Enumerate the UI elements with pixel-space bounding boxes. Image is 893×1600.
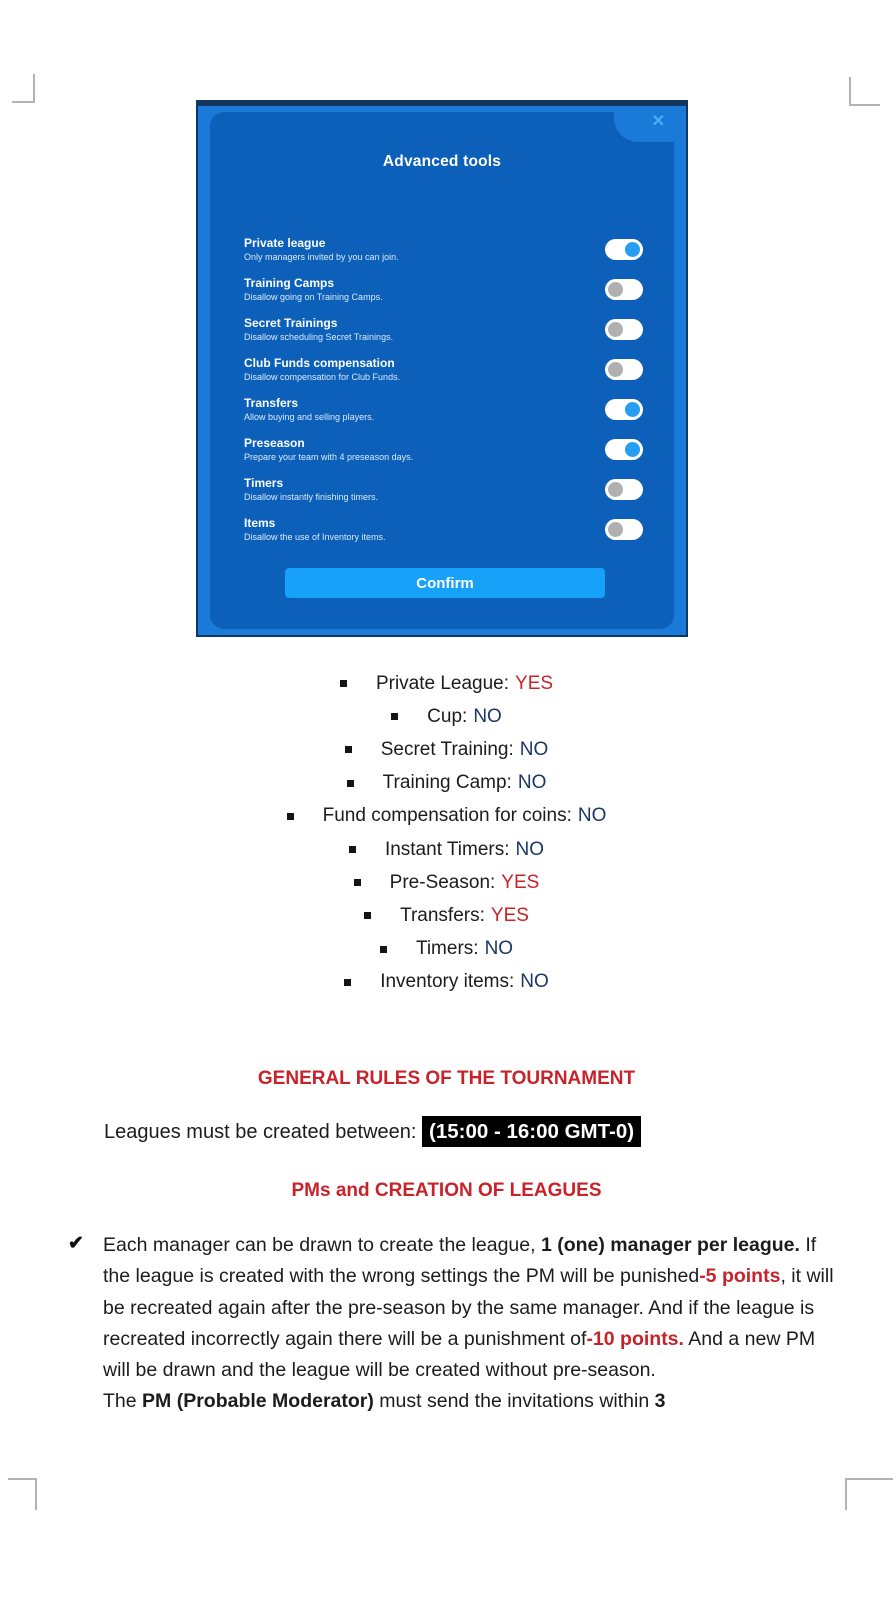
toggle-switch[interactable]: [605, 239, 643, 260]
item-value: NO: [520, 971, 549, 993]
confirm-button[interactable]: Confirm: [285, 568, 605, 598]
setting-description: Disallow compensation for Club Funds.: [244, 372, 401, 383]
setting-row: [244, 230, 643, 270]
setting-row: [244, 469, 643, 509]
setting-description: Allow buying and selling players.: [244, 412, 375, 422]
list-item: [0, 667, 893, 700]
corner-mark-bottom-left: [8, 1478, 37, 1510]
dialog-panel: [210, 112, 674, 629]
advanced-tools-dialog: [196, 100, 688, 637]
bullet-square-icon: [391, 713, 398, 720]
setting-label: Preseason: [244, 435, 305, 450]
paragraph-segment: -5 points: [699, 1265, 781, 1288]
toggle-knob: [608, 282, 623, 297]
list-item: [0, 700, 893, 733]
setting-description: Prepare your team with 4 preseason days.: [244, 451, 414, 462]
setting-label: Timers: [244, 475, 284, 490]
setting-description: Disallow instantly finishing timers.: [244, 491, 379, 502]
list-item: [0, 899, 893, 932]
toggle-knob: [625, 242, 640, 257]
toggle-knob: [608, 362, 623, 377]
list-item: [0, 833, 893, 866]
setting-label: Secret Trainings: [244, 316, 338, 331]
setting-description: Disallow the use of Inventory items.: [244, 531, 386, 542]
paragraph-segment: , it will be recreated again after the pre-season by the same manager. And if the league is recreated incorrectly again there will be a punishment of: [103, 1265, 834, 1350]
list-item: [0, 800, 893, 833]
toggle-knob: [625, 402, 640, 417]
setting-row: [244, 509, 643, 549]
paragraph-segment: must send the invitations within: [373, 1390, 655, 1413]
settings-rows: [244, 230, 643, 549]
item-label: Timers:: [415, 938, 479, 960]
item-value: YES: [515, 672, 554, 694]
bullet-square-icon: [380, 946, 387, 953]
setting-label: Club Funds compensation: [244, 356, 395, 371]
paragraph-segment: 3: [654, 1390, 666, 1413]
setting-text: [244, 316, 393, 343]
item-value: NO: [515, 838, 545, 860]
setting-row: [244, 390, 643, 430]
setting-row: [244, 310, 643, 350]
item-value: YES: [501, 871, 540, 893]
item-value: NO: [473, 705, 502, 727]
toggle-switch[interactable]: [605, 439, 643, 460]
item-label: Training Camp:: [382, 772, 512, 794]
setting-description: Only managers invited by you can join.: [244, 252, 399, 263]
list-item: [0, 767, 893, 800]
bullet-square-icon: [347, 780, 354, 787]
setting-label: Private league: [244, 236, 326, 251]
bullet-square-icon: [344, 979, 351, 986]
rules-paragraph-block: [68, 1230, 846, 1418]
item-label: Instant Timers:: [384, 838, 510, 860]
bullet-square-icon: [364, 912, 371, 919]
schedule-highlight: (15:00 - 16:00 GMT-0): [422, 1116, 641, 1147]
item-value: NO: [517, 772, 547, 794]
corner-mark-top-left: [12, 74, 35, 103]
setting-row: [244, 270, 643, 310]
toggle-knob: [608, 482, 623, 497]
paragraph-segment: -10 points.: [586, 1327, 684, 1350]
toggle-switch[interactable]: [605, 479, 643, 500]
item-label: Transfers:: [400, 904, 485, 926]
paragraph-segment: 1 (one) manager per league.: [540, 1234, 800, 1256]
list-item: [0, 933, 893, 966]
paragraph-segment: PM (Probable Moderator): [142, 1390, 374, 1413]
setting-description: Disallow going on Training Camps.: [244, 292, 383, 303]
toggle-knob: [625, 442, 640, 457]
heading-pms-creation: PMs and CREATION OF LEAGUES: [291, 1180, 602, 1201]
item-label: Private League:: [375, 672, 510, 694]
close-button[interactable]: [614, 112, 674, 142]
bullet-square-icon: [345, 746, 352, 753]
setting-row: [244, 429, 643, 469]
setting-label: Items: [244, 515, 276, 530]
paragraph-segment: The: [103, 1390, 143, 1413]
item-value: NO: [519, 738, 549, 760]
paragraph-segment: Each manager can be drawn to create the league,: [103, 1234, 541, 1256]
list-item: [0, 866, 893, 899]
corner-mark-bottom-right: [845, 1478, 893, 1510]
schedule-prefix: Leagues must be created between:: [104, 1121, 422, 1143]
toggle-switch[interactable]: [605, 319, 643, 340]
setting-text: [244, 356, 400, 383]
item-value: NO: [484, 938, 514, 960]
item-label: Inventory items:: [380, 971, 515, 993]
item-label: Pre-Season:: [389, 871, 496, 893]
setting-text: [244, 516, 386, 543]
setting-text: [244, 476, 378, 503]
item-value: YES: [490, 904, 529, 926]
setting-row: [244, 350, 643, 390]
heading-general-rules: GENERAL RULES OF THE TOURNAMENT: [257, 1068, 636, 1089]
bullet-square-icon: [354, 879, 361, 886]
check-icon: ✔: [68, 1233, 84, 1254]
bullet-square-icon: [287, 813, 294, 820]
setting-text: [244, 396, 374, 423]
item-value: NO: [577, 805, 607, 827]
item-label: Cup:: [427, 705, 468, 727]
list-item: [0, 966, 893, 999]
paragraph-segment: If the league is created with the wrong settings the PM will be punished: [103, 1234, 817, 1288]
setting-label: Training Camps: [244, 276, 335, 291]
item-label: Fund compensation for coins:: [322, 805, 572, 827]
corner-mark-top-right: [849, 77, 880, 106]
toggle-switch[interactable]: [605, 399, 643, 420]
close-icon[interactable]: ✕: [651, 113, 665, 130]
toggle-knob: [608, 522, 623, 537]
toggle-knob: [608, 322, 623, 337]
rules-paragraph: [103, 1230, 846, 1418]
dialog-title: Advanced tools: [382, 153, 502, 170]
toggle-switch[interactable]: [605, 519, 643, 540]
settings-summary-list: [0, 667, 893, 999]
list-item: [0, 733, 893, 766]
toggle-switch[interactable]: [605, 279, 643, 300]
bullet-square-icon: [349, 846, 356, 853]
toggle-switch[interactable]: [605, 359, 643, 380]
setting-text: [244, 276, 383, 303]
bullet-square-icon: [340, 680, 347, 687]
setting-label: Transfers: [244, 396, 299, 410]
paragraph-segment: And a new PM will be drawn and the league will be created without pre-season.: [103, 1327, 816, 1382]
schedule-line: [104, 1120, 641, 1144]
setting-description: Disallow scheduling Secret Trainings.: [244, 332, 394, 343]
setting-text: [244, 436, 413, 463]
item-label: Secret Training:: [380, 738, 514, 760]
setting-text: [244, 236, 399, 263]
